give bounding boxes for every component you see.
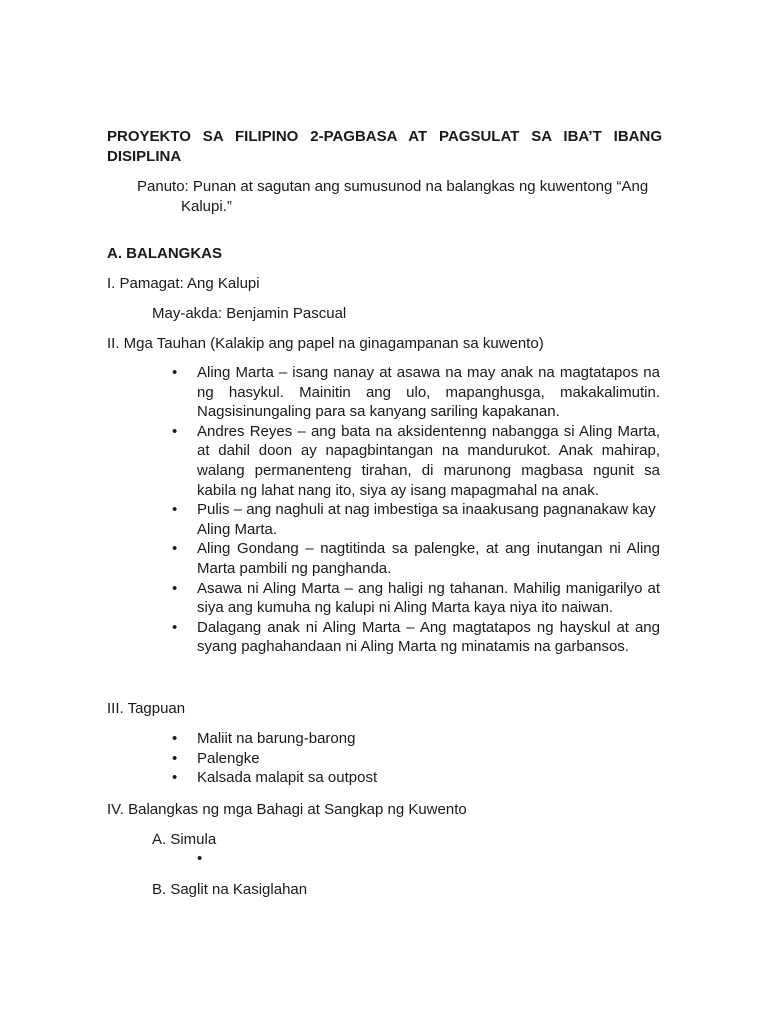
- section-a-heading: A. BALANGKAS: [107, 245, 222, 262]
- saglit-line: B. Saglit na Kasiglahan: [152, 881, 308, 898]
- document-title: [107, 127, 662, 167]
- list-item: • Dalagang anak ni Aling Marta – Ang magtatapos ng hayskul at ang syang paghahandaan ni Aling Marta ng minatamis na garbansos.: [172, 618, 660, 657]
- pamagat-line: I. Pamagat: Ang Kalupi: [107, 275, 260, 292]
- list-item: • Aling Gondang – nagtitinda sa palengke, at ang inutangan ni Aling Marta pambili ng panghanda.: [172, 539, 660, 578]
- tauhan-list: [172, 363, 660, 657]
- tagpuan-list: [172, 729, 660, 788]
- list-item: • Maliit na barung-barong: [172, 729, 660, 749]
- tauhan-heading: II. Mga Tauhan (Kalakip ang papel na ginagampanan sa kuwento): [107, 335, 544, 352]
- list-item: • Kalsada malapit sa outpost: [172, 768, 660, 788]
- instructions: [137, 177, 667, 217]
- list-item: • Aling Marta – isang nanay at asawa na may anak na magtatapos na ng hasykul. Mainitin ang ulo, mapanghusga, makakalimutin. Nagsisinungaling para sa kanyang sariling kapakanan.: [172, 363, 660, 422]
- list-item: • Andres Reyes – ang bata na aksidentenng nabangga si Aling Marta, at dahil doon ay napagbintangan na mandurukot. Anak mahirap, walang permanenteng tirahan, di marunong magbasa ngunit sa kabila ng lahat nang ito, siya ay isang mapagmahal na anak.: [172, 422, 660, 500]
- empty-bullet: •: [197, 850, 203, 867]
- list-item: • Palengke: [172, 749, 660, 769]
- simula-line: A. Simula: [152, 831, 217, 848]
- tagpuan-heading: III. Tagpuan: [107, 700, 186, 717]
- instructions-line-2: Kalupi.”: [181, 198, 232, 215]
- title-line-2: DISIPLINA: [107, 148, 182, 165]
- may-akda-line: May-akda: Benjamin Pascual: [152, 305, 347, 322]
- list-item: • Asawa ni Aling Marta – ang haligi ng tahanan. Mahilig manigarilyo at siya ang kumuha ng kalupi ni Aling Marta kaya niya ito naiwan.: [172, 579, 660, 618]
- title-line-1: PROYEKTO SA FILIPINO 2-PAGBASA AT PAGSULAT SA IBA’T IBANG: [107, 128, 662, 145]
- instructions-line-1: Panuto: Punan at sagutan ang sumusunod na balangkas ng kuwentong “Ang: [137, 178, 649, 195]
- list-item: • Pulis – ang naghuli at nag imbestiga sa inaakusang pagnanakaw kay Aling Marta.: [172, 500, 660, 539]
- balangkas-heading: IV. Balangkas ng mga Bahagi at Sangkap ng Kuwento: [107, 801, 467, 818]
